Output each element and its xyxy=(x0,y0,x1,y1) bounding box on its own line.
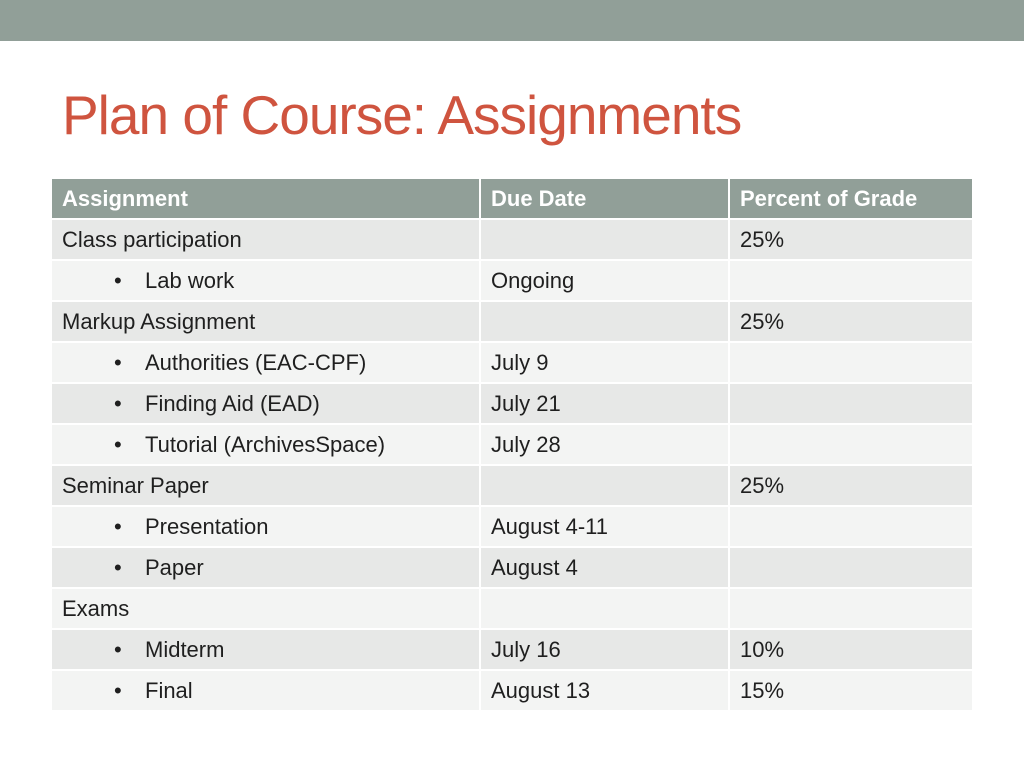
sub-item xyxy=(62,391,320,417)
table-row xyxy=(52,260,972,301)
slide-title: Plan of Course: Assignments xyxy=(62,84,742,146)
table-header-row xyxy=(52,179,972,219)
assignments-table xyxy=(52,179,972,712)
table-row xyxy=(52,547,972,588)
sub-item xyxy=(62,432,385,458)
cell-assignment xyxy=(52,342,480,383)
cell-due-date: Ongoing xyxy=(480,260,729,301)
cell-assignment xyxy=(52,670,480,711)
header-due-date: Due Date xyxy=(480,179,729,219)
top-accent-bar xyxy=(0,0,1024,41)
assignment-label: Authorities (EAC-CPF) xyxy=(145,349,367,375)
cell-due-date xyxy=(480,465,729,506)
table-row xyxy=(52,342,972,383)
bullet-icon: • xyxy=(114,677,122,703)
table-row xyxy=(52,670,972,711)
sub-item xyxy=(62,514,269,540)
bullet-icon: • xyxy=(114,554,122,580)
sub-item xyxy=(62,637,224,663)
assignment-label: Paper xyxy=(145,554,204,580)
table-row xyxy=(52,588,972,629)
cell-due-date: July 16 xyxy=(480,629,729,670)
table-row xyxy=(52,506,972,547)
cell-percent: 15% xyxy=(729,670,972,711)
cell-percent: 10% xyxy=(729,629,972,670)
cell-percent: 25% xyxy=(729,219,972,260)
cell-percent: 25% xyxy=(729,465,972,506)
cell-percent xyxy=(729,506,972,547)
cell-assignment xyxy=(52,424,480,465)
cell-percent xyxy=(729,260,972,301)
header-assignment: Assignment xyxy=(52,179,480,219)
bullet-icon: • xyxy=(114,513,122,539)
cell-due-date xyxy=(480,588,729,629)
cell-assignment: Exams xyxy=(52,588,480,629)
assignment-label: Tutorial (ArchivesSpace) xyxy=(145,431,386,457)
bullet-icon: • xyxy=(114,349,122,375)
assignment-label: Lab work xyxy=(145,267,235,293)
sub-item xyxy=(62,555,204,581)
cell-percent xyxy=(729,383,972,424)
cell-assignment xyxy=(52,506,480,547)
cell-assignment xyxy=(52,383,480,424)
cell-due-date xyxy=(480,219,729,260)
bullet-icon: • xyxy=(114,267,122,293)
assignment-label: Presentation xyxy=(145,513,269,539)
cell-percent xyxy=(729,588,972,629)
cell-assignment: Markup Assignment xyxy=(52,301,480,342)
table-row xyxy=(52,465,972,506)
cell-due-date: August 4 xyxy=(480,547,729,588)
cell-percent xyxy=(729,424,972,465)
assignment-label: Midterm xyxy=(145,636,225,662)
table-row xyxy=(52,219,972,260)
table-row xyxy=(52,629,972,670)
assignment-label: Finding Aid (EAD) xyxy=(145,390,320,416)
cell-assignment xyxy=(52,629,480,670)
sub-item xyxy=(62,678,193,704)
cell-assignment xyxy=(52,260,480,301)
table-row xyxy=(52,301,972,342)
cell-due-date: July 21 xyxy=(480,383,729,424)
cell-due-date: August 13 xyxy=(480,670,729,711)
sub-item xyxy=(62,268,234,294)
cell-percent xyxy=(729,547,972,588)
bullet-icon: • xyxy=(114,636,122,662)
cell-due-date: August 4-11 xyxy=(480,506,729,547)
cell-due-date: July 28 xyxy=(480,424,729,465)
cell-percent xyxy=(729,342,972,383)
cell-percent: 25% xyxy=(729,301,972,342)
table-row xyxy=(52,424,972,465)
bullet-icon: • xyxy=(114,390,122,416)
cell-assignment: Seminar Paper xyxy=(52,465,480,506)
bullet-icon: • xyxy=(114,431,122,457)
cell-assignment: Class participation xyxy=(52,219,480,260)
sub-item xyxy=(62,350,366,376)
cell-assignment xyxy=(52,547,480,588)
cell-due-date xyxy=(480,301,729,342)
table-body xyxy=(52,219,972,711)
table-row xyxy=(52,383,972,424)
cell-due-date: July 9 xyxy=(480,342,729,383)
assignment-label: Final xyxy=(145,677,193,703)
header-percent-of-grade: Percent of Grade xyxy=(729,179,972,219)
